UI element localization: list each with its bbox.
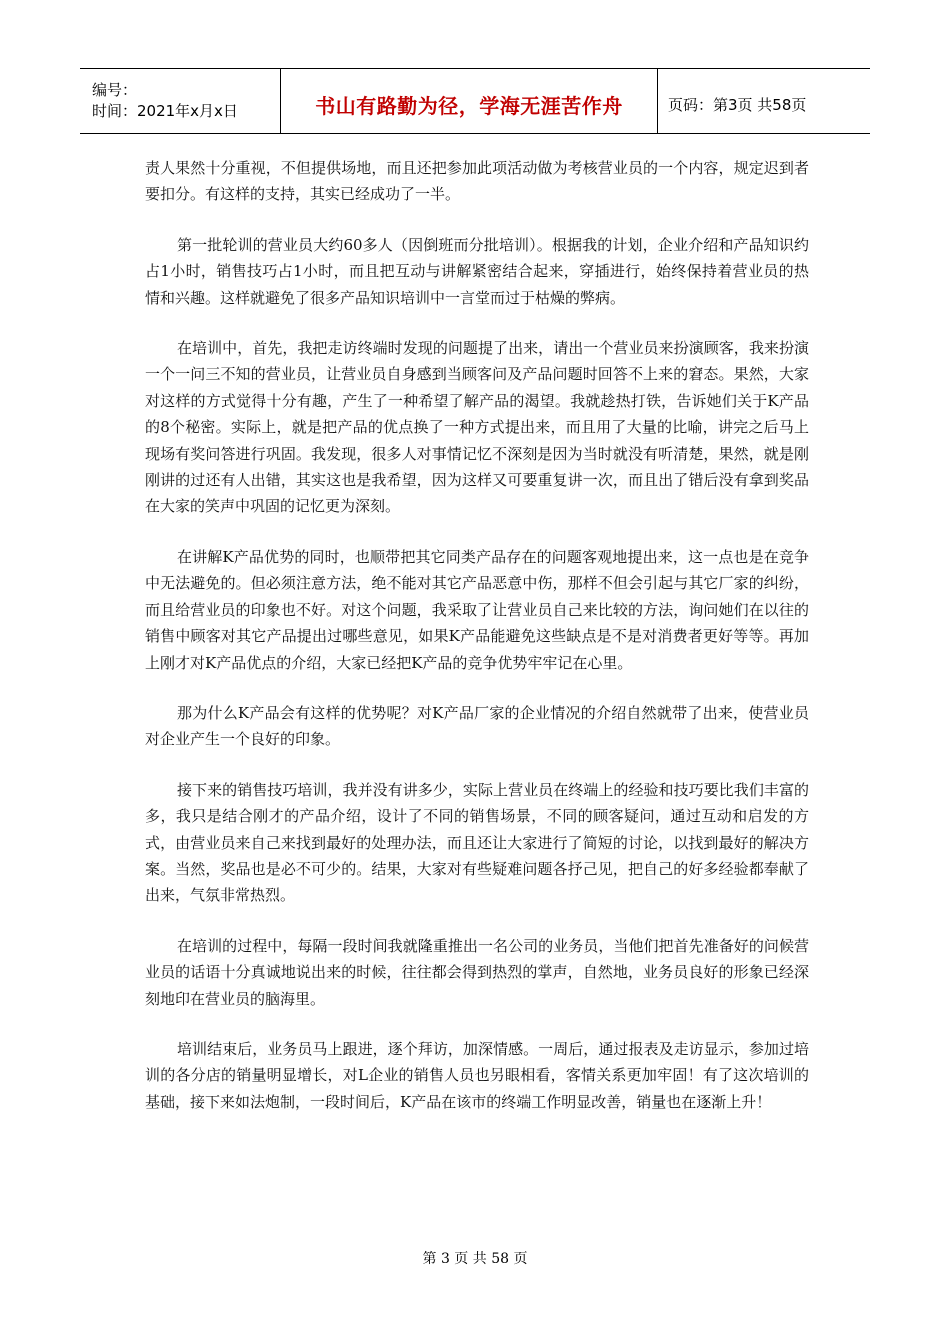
paragraph: 培训结束后，业务员马上跟进，逐个拜访，加深情感。一周后，通过报表及走访显示，参加过培训的各分店的销量明显增长，对L企业的销售人员也另眼相看，客情关系更加牢固！有了这次培训的基础，接下来如法炮制，一段时间后，K产品在该市的终端工作明显改善，销量也在逐渐上升！: [145, 1039, 809, 1111]
paragraph: 在培训中，首先，我把走访终端时发现的问题提了出来，请出一个营业员来扮演顾客，我来扮演一个一问三不知的营业员，让营业员自身感到当顾客问及产品问题时回答不上来的窘态。果然，大家对这样的方式觉得十分有趣，产生了一种希望了解产品的渴望。我就趁热打铁，告诉她们关于K产品的8个秘密。实际上，就是把产品的优点换了一种方式提出来，而且用了大量的比喻，讲完之后马上现场有奖问答进行巩固。我发现，很多人对事情记忆不深刻是因为当时就没有听清楚，果然，就是刚刚讲的过还有人出错，其实这也是我希望，因为这样又可要重复讲一次，而且出了错后没有拿到奖品在大家的笑声中巩固的记忆更为深刻。: [145, 339, 809, 516]
header-motto-cell: [280, 69, 658, 133]
document-body: [145, 155, 809, 1139]
paragraph: 第一批轮训的营业员大约60多人（因倒班而分批培训）。根据我的计划，企业介绍和产品知识约占1小时，销售技巧占1小时，而且把互动与讲解紧密结合起来，穿插进行，始终保持着营业员的热情和兴趣。这样就避免了很多产品知识培训中一言堂而过于枯燥的弊病。: [145, 235, 809, 307]
paragraph: 接下来的销售技巧培训，我并没有讲多少，实际上营业员在终端上的经验和技巧要比我们丰富的多，我只是结合刚才的产品介绍，设计了不同的销售场景，不同的顾客疑问，通过互动和启发的方式，由营业员来自己来找到最好的处理办法，而且还让大家进行了简短的讨论，以找到最好的解决方案。当然，奖品也是必不可少的。结果，大家对有些疑难问题各抒己见，把自己的好多经验都奉献了出来，气氛非常热烈。: [145, 780, 809, 905]
page-footer: [0, 1248, 950, 1268]
header-page-code: [658, 69, 870, 133]
page-code-text: 页码：第3页 共58页: [668, 95, 807, 114]
paragraph: 责人果然十分重视，不但提供场地，而且还把参加此项活动做为考核营业员的一个内容，规定迟到者要扣分。有这样的支持，其实已经成功了一半。: [145, 159, 809, 204]
paragraph: 在培训的过程中，每隔一段时间我就隆重推出一名公司的业务员，当他们把首先准备好的问候营业员的话语十分真诚地说出来的时候，往往都会得到热烈的掌声，自然地，业务员良好的形象已经深刻地印在营业员的脑海里。: [145, 936, 809, 1008]
header-meta: [80, 69, 280, 133]
page-header: [80, 68, 870, 134]
paragraph: 那为什么K产品会有这样的优势呢？对K产品厂家的企业情况的介绍自然就带了出来，使营业员对企业产生一个良好的印象。: [145, 703, 809, 749]
document-date: 时间：2021年x月x日: [92, 102, 238, 120]
document-number-label: 编号：: [92, 81, 138, 99]
footer-page-number: 第 3 页 共 58 页: [422, 1251, 528, 1267]
paragraph: 在讲解K产品优势的同时，也顺带把其它同类产品存在的问题客观地提出来，这一点也是在竞争中无法避免的。但必须注意方法，绝不能对其它产品恶意中伤，那样不但会引起与其它厂家的纠纷，而且给营业员的印象也不好。对这个问题，我采取了让营业员自己来比较的方法，询问她们在以往的销售中顾客对其它产品提出过哪些意见，如果K产品能避免这些缺点是不是对消费者更好等等。再加上刚才对K产品优点的介绍，大家已经把K产品的竞争优势牢牢记在心里。: [145, 547, 809, 672]
motto-text: 书山有路勤为径，学海无涯苦作舟: [315, 93, 623, 118]
